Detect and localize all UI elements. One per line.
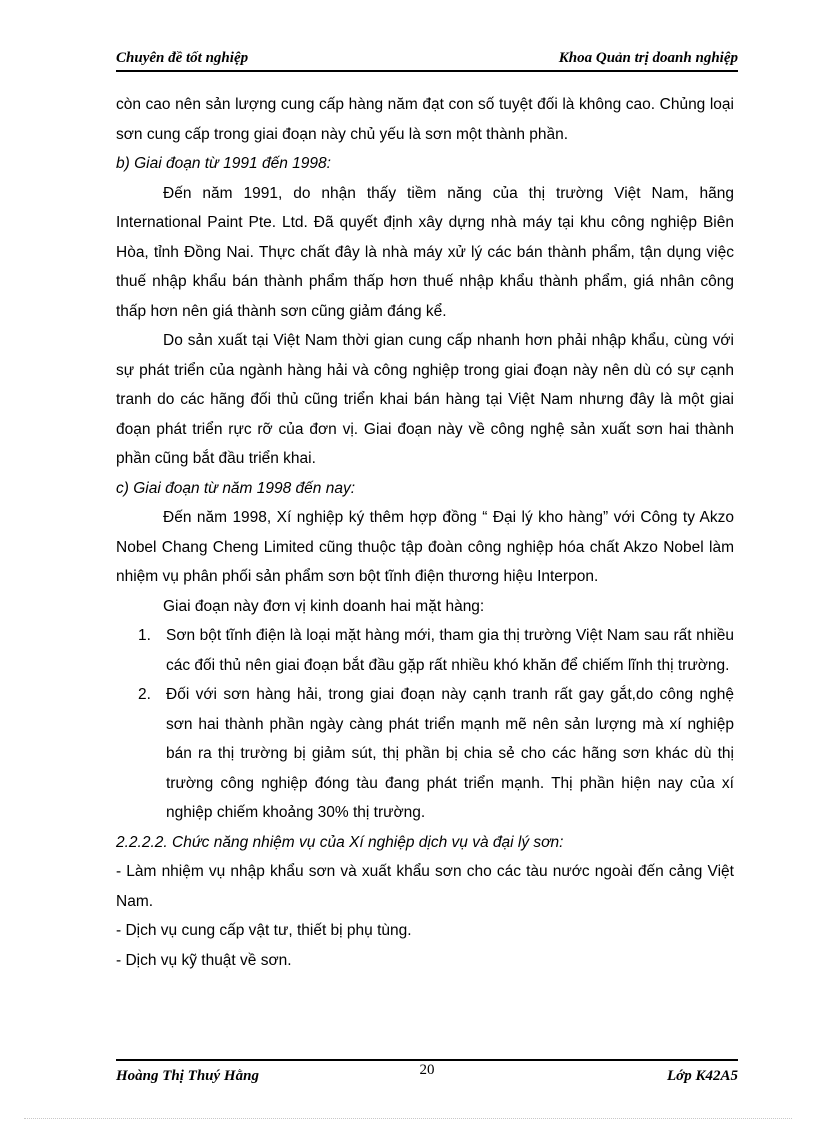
page-body [116, 90, 734, 975]
footer-class: Lớp K42A5 [667, 1068, 738, 1084]
header-divider [116, 70, 738, 72]
products-list [116, 621, 734, 828]
paragraph-1991: Đến năm 1991, do nhận thấy tiềm năng của thị trường Việt Nam, hãng International Paint Pte. Ltd. Đã quyết định xây dựng nhà máy tại khu công nghiệp Biên Hòa, tỉnh Đồng Nai. Thực chất đây là nhà máy xử lý các bán thành phẩm, tận dụng việc thuế nhập khẩu bán thành phẩm thấp hơn thuế nhập khẩu thành phẩm, giá nhân công thấp hơn nên giá thành sơn cũng giảm đáng kể. [116, 184, 734, 320]
page-number: 20 [419, 1062, 435, 1078]
list-item-number: 1. [138, 627, 151, 644]
footer-divider [116, 1059, 738, 1061]
list-item-text: Đối với sơn hàng hải, trong giai đoạn này cạnh tranh rất gay gắt,do công nghệ sơn hai thành phần ngày càng phát triển mạnh mẽ nên sản lượng mà xí nghiệp bán ra thị trường bị giảm sút, thị phần bị chia sẻ cho các hãng sơn khác dù thị trường công nghiệp đóng tàu đang phát triển mạnh. Thị phần hiện nay của xí nghiệp chiếm khoảng 30% thị trường. [166, 686, 734, 821]
header-title-right: Khoa Quản trị doanh nghiệp [558, 50, 738, 66]
paragraph-continuation: còn cao nên sản lượng cung cấp hàng năm đạt con số tuyệt đối là không cao. Chủng loại sơn cung cấp trong giai đoạn này chủ yếu là sơn một thành phần. [116, 96, 734, 143]
section-heading-c: c) Giai đoạn từ năm 1998 đến nay: [116, 479, 356, 497]
page-bottom-dotted-line [24, 1118, 792, 1119]
page-footer [116, 1062, 738, 1090]
list-item [116, 680, 734, 828]
page-header [116, 48, 738, 68]
paragraph-products-intro: Giai đoạn này đơn vị kinh doanh hai mặt hàng: [163, 597, 485, 615]
list-item-number: 2. [138, 686, 151, 703]
paragraph-1998: Đến năm 1998, Xí nghiệp ký thêm hợp đồng “ Đại lý kho hàng” với Công ty Akzo Nobel Chang Cheng Limited cũng thuộc tập đoàn công nghiệp hóa chất Akzo Nobel làm nhiệm vụ phân phối sản phẩm sơn bột tĩnh điện thương hiệu Interpon. [116, 509, 734, 585]
paragraph-production: Do sản xuất tại Việt Nam thời gian cung cấp nhanh hơn phải nhập khẩu, cùng với sự phát triển của ngành hàng hải và công nghiệp trong giai đoạn này nên dù có sự cạnh tranh do các hãng đối thủ cũng triển khai bán hàng tại Việt Nam nhưng đây là một giai đoạn phát triển rực rỡ của đơn vị. Giai đoạn này về công nghệ sản xuất sơn hai thành phần cũng bắt đầu triển khai. [116, 332, 734, 467]
section-heading-b: b) Giai đoạn từ 1991 đến 1998: [116, 155, 331, 172]
duty-technical: - Dịch vụ kỹ thuật về sơn. [116, 951, 292, 969]
duty-import-export: - Làm nhiệm vụ nhập khẩu sơn và xuất khẩu sơn cho các tàu nước ngoài đến cảng Việt Nam. [116, 863, 734, 910]
list-item [116, 621, 734, 680]
duty-supply: - Dịch vụ cung cấp vật tư, thiết bị phụ tùng. [116, 922, 412, 939]
footer-author: Hoàng Thị Thuý Hằng [116, 1068, 259, 1084]
section-heading-functions: 2.2.2.2. Chức năng nhiệm vụ của Xí nghiệp dịch vụ và đại lý sơn: [116, 833, 564, 851]
header-title-left: Chuyên đề tốt nghiệp [116, 50, 249, 66]
list-item-text: Sơn bột tĩnh điện là loại mặt hàng mới, tham gia thị trường Việt Nam sau rất nhiều các đối thủ nên giai đoạn bắt đầu gặp rất nhiều khó khăn để chiếm lĩnh thị trường. [166, 627, 734, 674]
